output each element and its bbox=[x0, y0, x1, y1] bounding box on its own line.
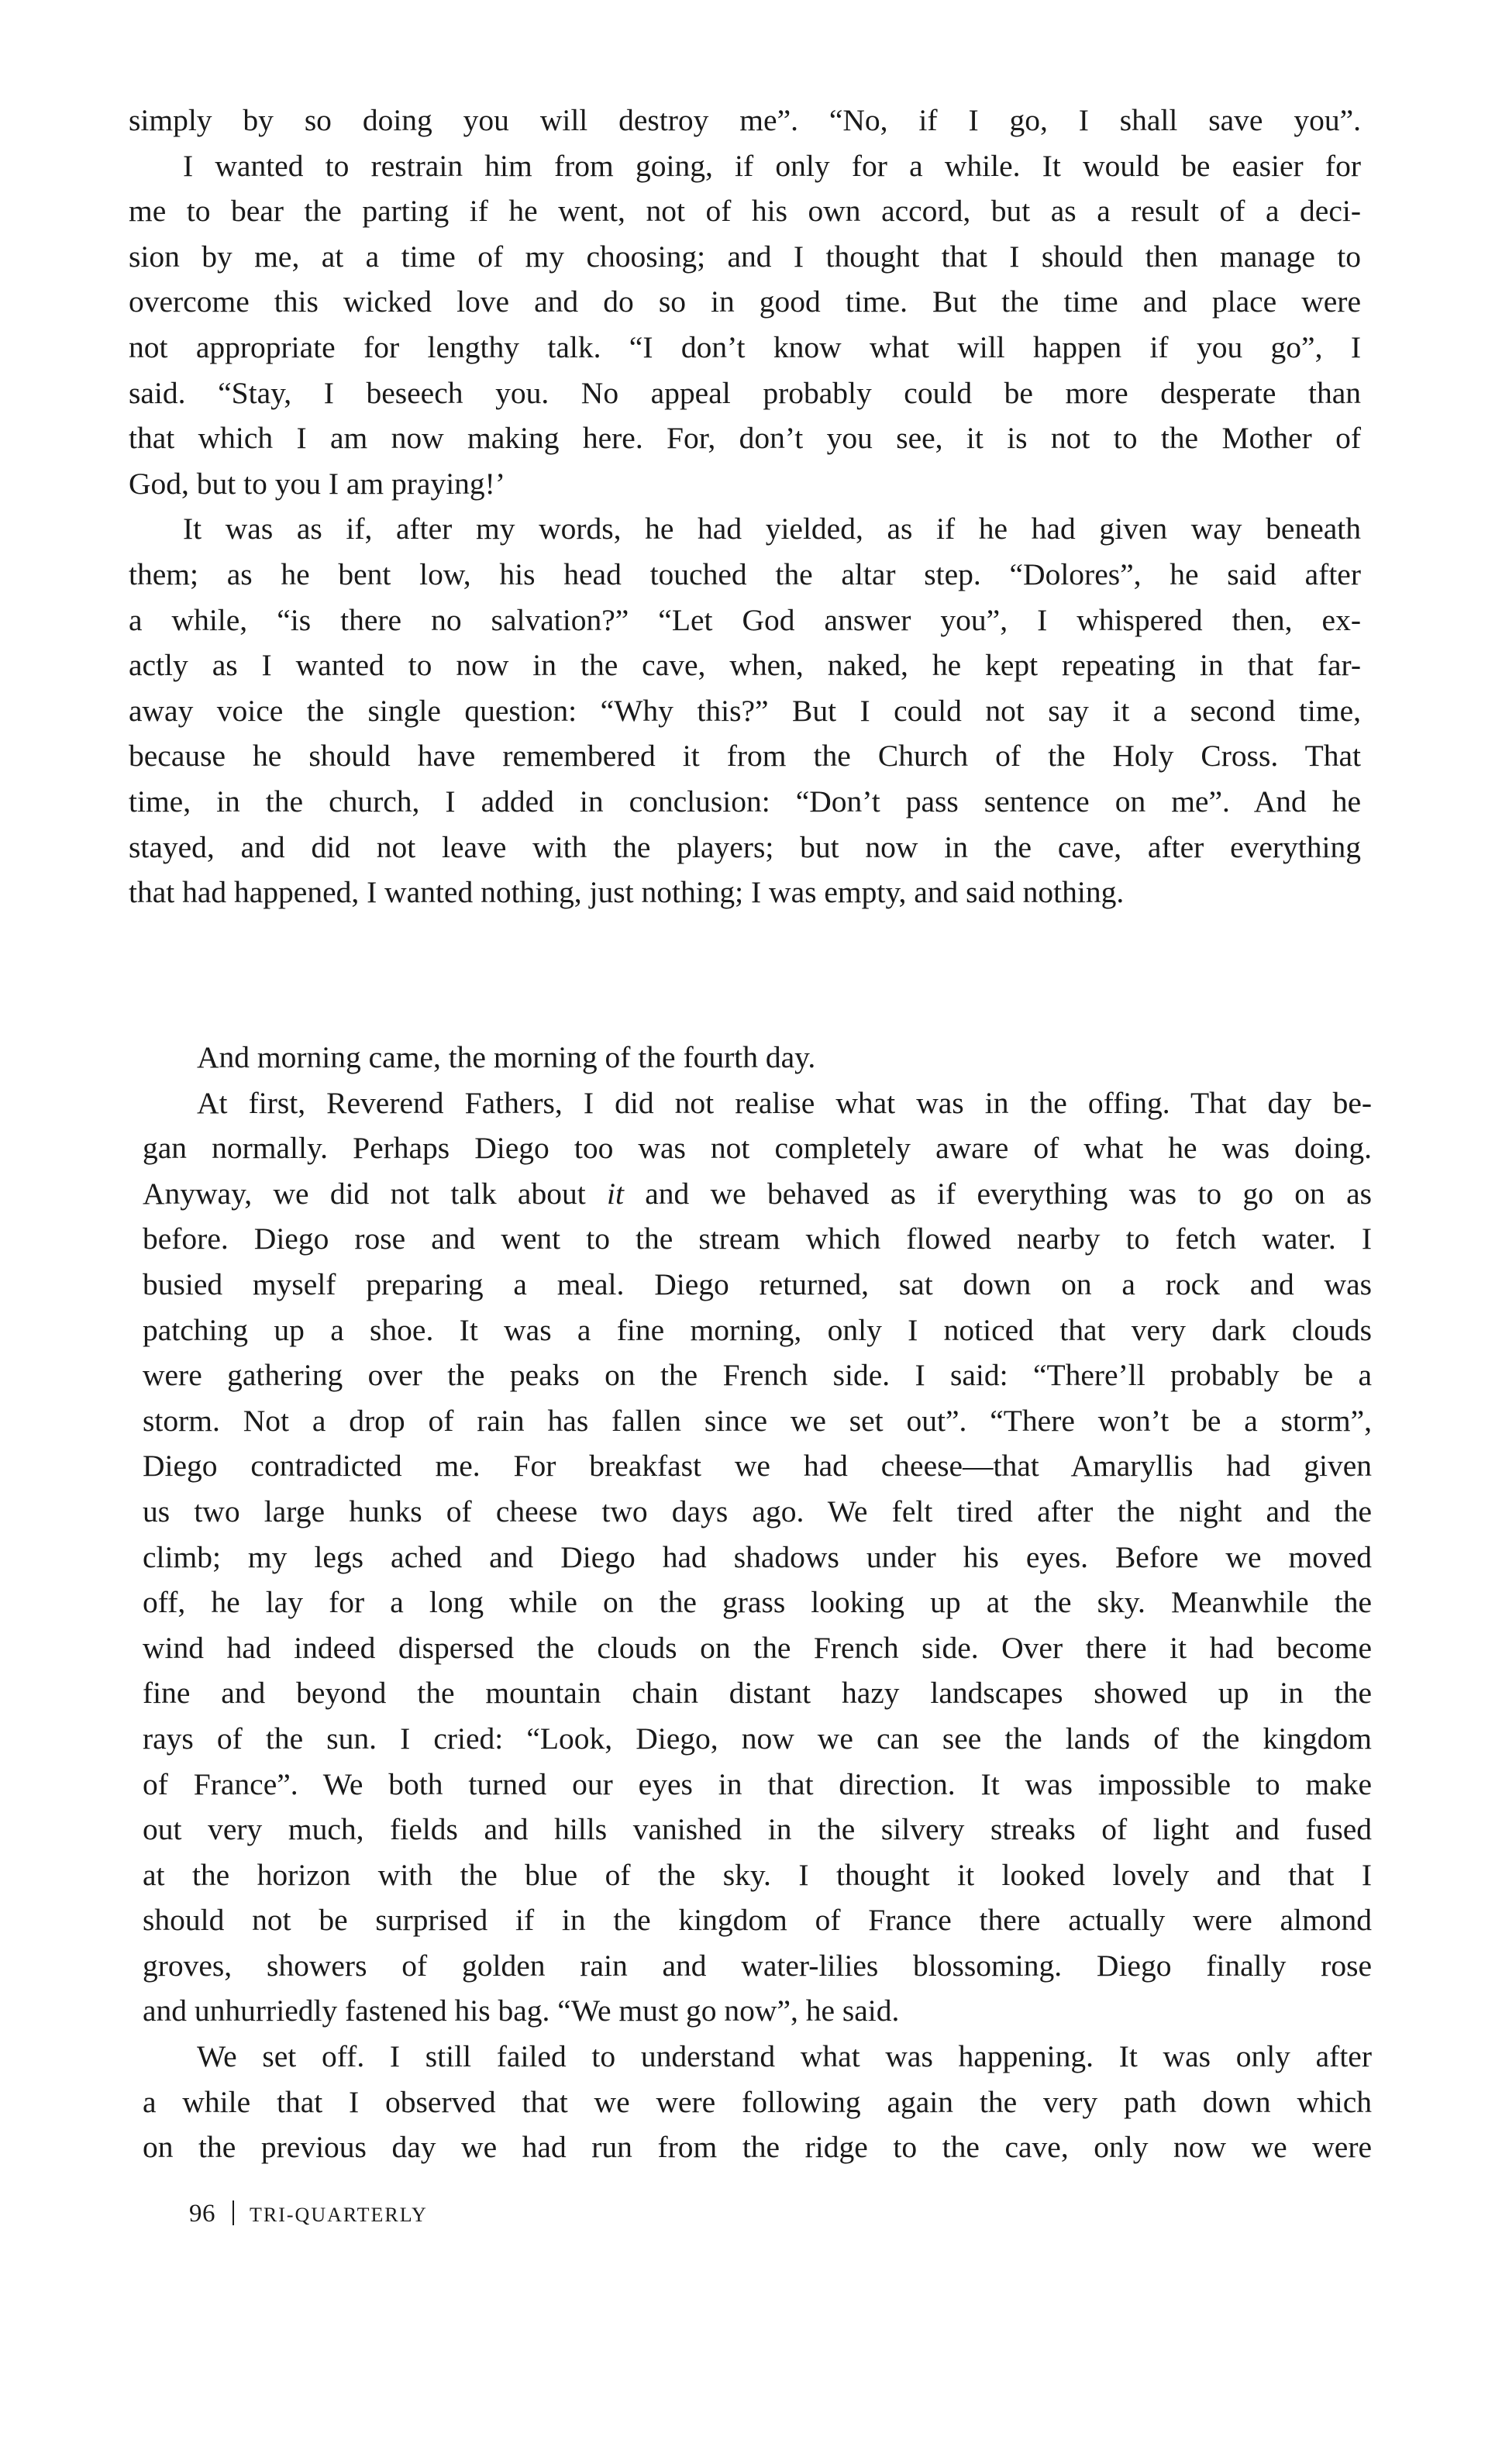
text-line: that which I am now making here. For, don’t you see, it is not to the Mother of bbox=[129, 421, 1361, 456]
text-line: before. Diego rose and went to the stream which flowed nearby to fetch water. I bbox=[143, 1222, 1372, 1256]
text-line: not appropriate for lengthy talk. “I don’t know what will happen if you go”, I bbox=[129, 329, 1361, 364]
text-line: said. “Stay, I beseech you. No appeal probably could be more desperate than bbox=[129, 375, 1361, 410]
text-line: a while, “is there no salvation?” “Let God answer you”, I whispered then, ex- bbox=[129, 602, 1361, 637]
text-line: busied myself preparing a meal. Diego returned, sat down on a rock and was bbox=[143, 1266, 1372, 1301]
text-line: because he should have remembered it from the Church of the Holy Cross. That bbox=[129, 739, 1361, 774]
text-line: should not be surprised if in the kingdom of France there actually were almond bbox=[143, 1903, 1372, 1938]
text-line: wind had indeed dispersed the clouds on the French side. Over there it had become bbox=[143, 1630, 1372, 1665]
text-line bbox=[143, 1171, 1372, 1217]
text-line: out very much, fields and hills vanished in the silvery streaks of light and fused bbox=[143, 1812, 1372, 1847]
text-line: that had happened, I wanted nothing, just nothing; I was empty, and said nothing. bbox=[129, 875, 1125, 910]
text-line: off, he lay for a long while on the grass looking up at the sky. Meanwhile the bbox=[143, 1585, 1372, 1620]
text-line: We set off. I still failed to understand what was happening. It was only after bbox=[197, 2039, 1372, 2074]
text-block-lower bbox=[143, 1035, 1372, 2170]
text-line: were gathering over the peaks on the French side. I said: “There’ll probably be a bbox=[143, 1358, 1372, 1393]
text-line: of France”. We both turned our eyes in that direction. It was impossible to make bbox=[143, 1766, 1372, 1801]
text-line: and unhurriedly fastened his bag. “We must go now”, he said. bbox=[143, 1994, 900, 2028]
text-line: time, in the church, I added in conclusion: “Don’t pass sentence on me”. And he bbox=[129, 784, 1361, 818]
text-line: God, but to you I am praying!’ bbox=[129, 466, 505, 501]
text-line: climb; my legs ached and Diego had shadows under his eyes. Before we moved bbox=[143, 1539, 1372, 1574]
text-line: actly as I wanted to now in the cave, when, naked, he kept repeating in that far- bbox=[129, 648, 1361, 683]
text-line: a while that I observed that we were following again the very path down which bbox=[143, 2084, 1372, 2119]
text-line: gan normally. Perhaps Diego too was not completely aware of what he was doing. bbox=[143, 1131, 1372, 1166]
text-line: storm. Not a drop of rain has fallen since we set out”. “There won’t be a storm”, bbox=[143, 1403, 1372, 1438]
text-line: And morning came, the morning of the fourth day. bbox=[197, 1040, 816, 1074]
text-line: I wanted to restrain him from going, if only for a while. It would be easier for bbox=[183, 148, 1361, 183]
text-line: overcome this wicked love and do so in good time. But the time and place were bbox=[129, 284, 1361, 319]
page-number: 96 bbox=[189, 2200, 215, 2228]
text-line: stayed, and did not leave with the players; but now in the cave, after everything bbox=[129, 829, 1361, 864]
text-line: It was as if, after my words, he had yielded, as if he had given way beneath bbox=[183, 512, 1361, 546]
text-line: patching up a shoe. It was a fine morning, only I noticed that very dark clouds bbox=[143, 1312, 1372, 1347]
journal-name: TRI-QUARTERLY bbox=[250, 2204, 428, 2226]
text-line: at the horizon with the blue of the sky. I thought it looked lovely and that I bbox=[143, 1857, 1372, 1892]
footer-divider bbox=[233, 2200, 234, 2225]
page-footer bbox=[189, 2198, 428, 2229]
text-line: groves, showers of golden rain and water-lilies blossoming. Diego finally rose bbox=[143, 1948, 1372, 1983]
text-line: me to bear the parting if he went, not of his own accord, but as a result of a deci- bbox=[129, 194, 1361, 229]
text-line: simply by so doing you will destroy me”. “No, if I go, I shall save you”. bbox=[129, 103, 1361, 137]
text-line: away voice the single question: “Why this?” But I could not say it a second time, bbox=[129, 693, 1361, 728]
text-line: us two large hunks of cheese two days ago. We felt tired after the night and the bbox=[143, 1494, 1372, 1528]
italic-word: it bbox=[606, 1176, 624, 1211]
text-line: fine and beyond the mountain chain distant hazy landscapes showed up in the bbox=[143, 1676, 1372, 1711]
text-line: rays of the sun. I cried: “Look, Diego, now we can see the lands of the kingdom bbox=[143, 1721, 1372, 1756]
text-line: them; as he bent low, his head touched the altar step. “Dolores”, he said after bbox=[129, 557, 1361, 591]
text-block-upper bbox=[129, 98, 1361, 915]
text-segment: and we behaved as if everything was to go on as bbox=[623, 1176, 1372, 1211]
text-line: sion by me, at a time of my choosing; and I thought that I should then manage to bbox=[129, 239, 1361, 274]
text-line: At first, Reverend Fathers, I did not realise what was in the offing. That day be- bbox=[197, 1085, 1372, 1120]
text-segment: Anyway, we did not talk about bbox=[143, 1176, 607, 1211]
text-line: on the previous day we had run from the ridge to the cave, only now we were bbox=[143, 2130, 1372, 2165]
text-line: Diego contradicted me. For breakfast we had cheese—that Amaryllis had given bbox=[143, 1449, 1372, 1484]
